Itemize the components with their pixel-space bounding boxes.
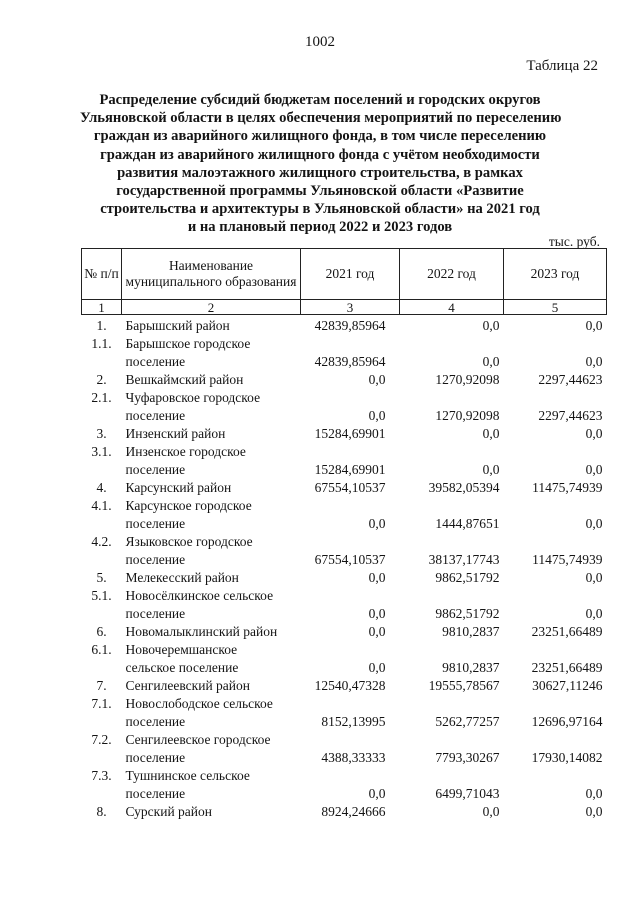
value-2023: 0,0	[585, 354, 603, 369]
row-number: 4.1.	[91, 498, 112, 513]
title-line: развития малоэтажного жилищного строительства, в рамках	[117, 164, 523, 181]
municipality-name-line: Инзенское городское	[125, 444, 246, 459]
municipality-name	[122, 425, 301, 443]
column-number: 3	[301, 300, 400, 315]
title-line: Ульяновской области в целях обеспечения мероприятий по переселению	[80, 110, 562, 127]
value-2021: 0,0	[368, 660, 386, 675]
value-2022: 0,0	[482, 462, 500, 477]
value-2023: 2297,44623	[538, 372, 603, 387]
municipality-name	[122, 533, 301, 569]
value-2022: 1270,92098	[435, 408, 500, 423]
municipality-name-line: поселение	[125, 750, 186, 765]
value-2021: 4388,33333	[321, 750, 386, 765]
municipality-name	[122, 767, 301, 803]
municipality-name-line: Новосёлкинское сельское	[125, 588, 274, 603]
municipality-name-line: Сурский район	[125, 804, 212, 819]
municipality-name-line: Барышское городское	[125, 336, 251, 351]
table-row	[82, 569, 607, 587]
value-2022: 1444,87651	[435, 516, 500, 531]
municipality-name-line: поселение	[125, 714, 186, 729]
row-number: 6.	[96, 624, 107, 639]
document-title	[80, 91, 560, 237]
row-number: 4.2.	[91, 534, 112, 549]
table-row	[82, 677, 607, 695]
value-2023: 23251,66489	[531, 624, 603, 639]
municipality-name	[122, 479, 301, 497]
value-2022: 9810,2837	[442, 624, 500, 639]
column-number: 4	[400, 300, 504, 315]
municipality-name-line: поселение	[125, 786, 186, 801]
municipality-name-line: поселение	[125, 408, 186, 423]
row-number: 3.	[96, 426, 107, 441]
municipality-name-line: Вешкаймский район	[125, 372, 244, 387]
title-line: государственной программы Ульяновской области «Развитие	[116, 183, 524, 200]
value-2023: 17930,14082	[531, 750, 603, 765]
value-2023: 0,0	[585, 786, 603, 801]
units-label: тыс. руб.	[548, 234, 600, 249]
value-2021: 67554,10537	[314, 480, 386, 495]
municipality-name-line: Сенгилеевское городское	[125, 732, 271, 747]
municipality-name-line: поселение	[125, 606, 186, 621]
municipality-name-line: Языковское городское	[125, 534, 253, 549]
table-header-row	[82, 249, 607, 300]
value-2022: 7793,30267	[435, 750, 500, 765]
value-2022: 19555,78567	[428, 678, 500, 693]
value-2021: 42839,85964	[314, 318, 386, 333]
row-number: 7.1.	[91, 696, 112, 711]
value-2022: 9810,2837	[442, 660, 500, 675]
row-number: 3.1.	[91, 444, 112, 459]
table-row	[82, 803, 607, 821]
value-2022: 38137,17743	[428, 552, 500, 567]
value-2022: 0,0	[482, 426, 500, 441]
row-number: 5.	[96, 570, 107, 585]
municipality-name	[122, 569, 301, 587]
title-line: Распределение субсидий бюджетам поселений и городских округов	[99, 92, 541, 108]
value-2023: 30627,11246	[532, 678, 603, 693]
column-number: 2	[122, 300, 301, 315]
table-row	[82, 497, 607, 533]
value-2023: 23251,66489	[531, 660, 603, 675]
municipality-name	[122, 497, 301, 533]
value-2022: 1270,92098	[435, 372, 500, 387]
row-number: 1.	[96, 318, 107, 333]
header-2022: 2022 год	[400, 249, 504, 300]
table-row	[82, 767, 607, 803]
table-row	[82, 335, 607, 371]
municipality-name	[122, 623, 301, 641]
value-2021: 0,0	[368, 786, 386, 801]
municipality-name-line: Мелекесский район	[125, 570, 239, 585]
row-number: 7.3.	[91, 768, 112, 783]
value-2022: 5262,77257	[435, 714, 500, 729]
municipality-name-line: Новомалыклинский район	[125, 624, 278, 639]
table-row	[82, 623, 607, 641]
row-number: 4.	[96, 480, 107, 495]
municipality-name-line: Сенгилеевский район	[125, 678, 250, 693]
header-name: Наименование муниципального образования	[122, 249, 301, 300]
row-number: 1.1.	[91, 336, 112, 351]
value-2021: 8924,24666	[321, 804, 386, 819]
value-2023: 11475,74939	[532, 552, 603, 567]
municipality-name	[122, 695, 301, 731]
row-number: 5.1.	[91, 588, 112, 603]
row-number: 8.	[96, 804, 107, 819]
value-2021: 0,0	[368, 624, 386, 639]
header-num: № п/п	[82, 249, 122, 300]
value-2023: 0,0	[585, 318, 603, 333]
municipality-name	[122, 641, 301, 677]
table-body	[82, 315, 607, 822]
value-2021: 0,0	[368, 516, 386, 531]
value-2022: 0,0	[482, 804, 500, 819]
value-2023: 0,0	[585, 426, 603, 441]
header-2023: 2023 год	[504, 249, 607, 300]
municipality-name-line: Карсунское городское	[125, 498, 252, 513]
table-row	[82, 533, 607, 569]
value-2021: 42839,85964	[314, 354, 386, 369]
municipality-name-line: поселение	[125, 516, 186, 531]
value-2022: 6499,71043	[435, 786, 500, 801]
table-row	[82, 695, 607, 731]
value-2023: 0,0	[585, 516, 603, 531]
value-2022: 9862,51792	[435, 606, 500, 621]
table-row	[82, 425, 607, 443]
subsidy-table	[81, 248, 607, 821]
value-2022: 0,0	[482, 318, 500, 333]
table-row	[82, 641, 607, 677]
value-2021: 15284,69901	[314, 462, 386, 477]
municipality-name	[122, 335, 301, 371]
value-2023: 0,0	[585, 606, 603, 621]
municipality-name	[122, 677, 301, 695]
title-line: и на плановый период 2022 и 2023 годов	[187, 219, 453, 236]
municipality-name-line: Новочеремшанское	[125, 642, 238, 657]
municipality-name	[122, 803, 301, 821]
table-label: Таблица 22	[526, 58, 598, 74]
municipality-name-line: поселение	[125, 552, 186, 567]
value-2021: 0,0	[368, 570, 386, 585]
column-number: 5	[504, 300, 607, 315]
row-number: 7.	[96, 678, 107, 693]
municipality-name-line: Барышский район	[125, 318, 230, 333]
header-2021: 2021 год	[301, 249, 400, 300]
municipality-name	[122, 587, 301, 623]
municipality-name-line: сельское поселение	[125, 660, 239, 675]
value-2022: 9862,51792	[435, 570, 500, 585]
municipality-name-line: поселение	[125, 462, 186, 477]
municipality-name-line: Тушнинское сельское	[125, 768, 250, 783]
value-2023: 0,0	[585, 804, 603, 819]
value-2023: 2297,44623	[538, 408, 603, 423]
municipality-name-line: Карсунский район	[125, 480, 232, 495]
row-number: 6.1.	[91, 642, 112, 657]
table-row	[82, 479, 607, 497]
municipality-name-line: Инзенский район	[125, 426, 226, 441]
title-line: строительства и архитектуры в Ульяновской области» на 2021 год	[100, 201, 540, 218]
municipality-name	[122, 315, 301, 336]
value-2021: 15284,69901	[314, 426, 386, 441]
table-row	[82, 315, 607, 336]
value-2021: 67554,10537	[314, 552, 386, 567]
municipality-name-line: Чуфаровское городское	[125, 390, 261, 405]
value-2023: 11475,74939	[532, 480, 603, 495]
table-row	[82, 371, 607, 389]
column-number: 1	[82, 300, 122, 315]
title-line: граждан из аварийного жилищного фонда, в том числе переселению	[93, 128, 547, 145]
table-row	[82, 587, 607, 623]
value-2023: 0,0	[585, 570, 603, 585]
value-2022: 0,0	[482, 354, 500, 369]
municipality-name	[122, 731, 301, 767]
municipality-name	[122, 389, 301, 425]
value-2021: 8152,13995	[321, 714, 386, 729]
value-2021: 0,0	[368, 606, 386, 621]
page-number: 1002	[305, 34, 335, 50]
value-2021: 0,0	[368, 408, 386, 423]
value-2023: 0,0	[585, 462, 603, 477]
value-2021: 0,0	[368, 372, 386, 387]
value-2021: 12540,47328	[314, 678, 386, 693]
value-2022: 39582,05394	[428, 480, 500, 495]
municipality-name-line: поселение	[125, 354, 186, 369]
municipality-name-line: Новослободское сельское	[125, 696, 273, 711]
row-number: 7.2.	[91, 732, 112, 747]
row-number: 2.	[96, 372, 107, 387]
municipality-name	[122, 443, 301, 479]
row-number: 2.1.	[91, 390, 112, 405]
table-row	[82, 731, 607, 767]
table-row	[82, 389, 607, 425]
municipality-name	[122, 371, 301, 389]
value-2023: 12696,97164	[531, 714, 603, 729]
title-line: граждан из аварийного жилищного фонда с учётом необходимости	[100, 146, 540, 163]
table-row	[82, 443, 607, 479]
column-number-row	[82, 300, 607, 315]
